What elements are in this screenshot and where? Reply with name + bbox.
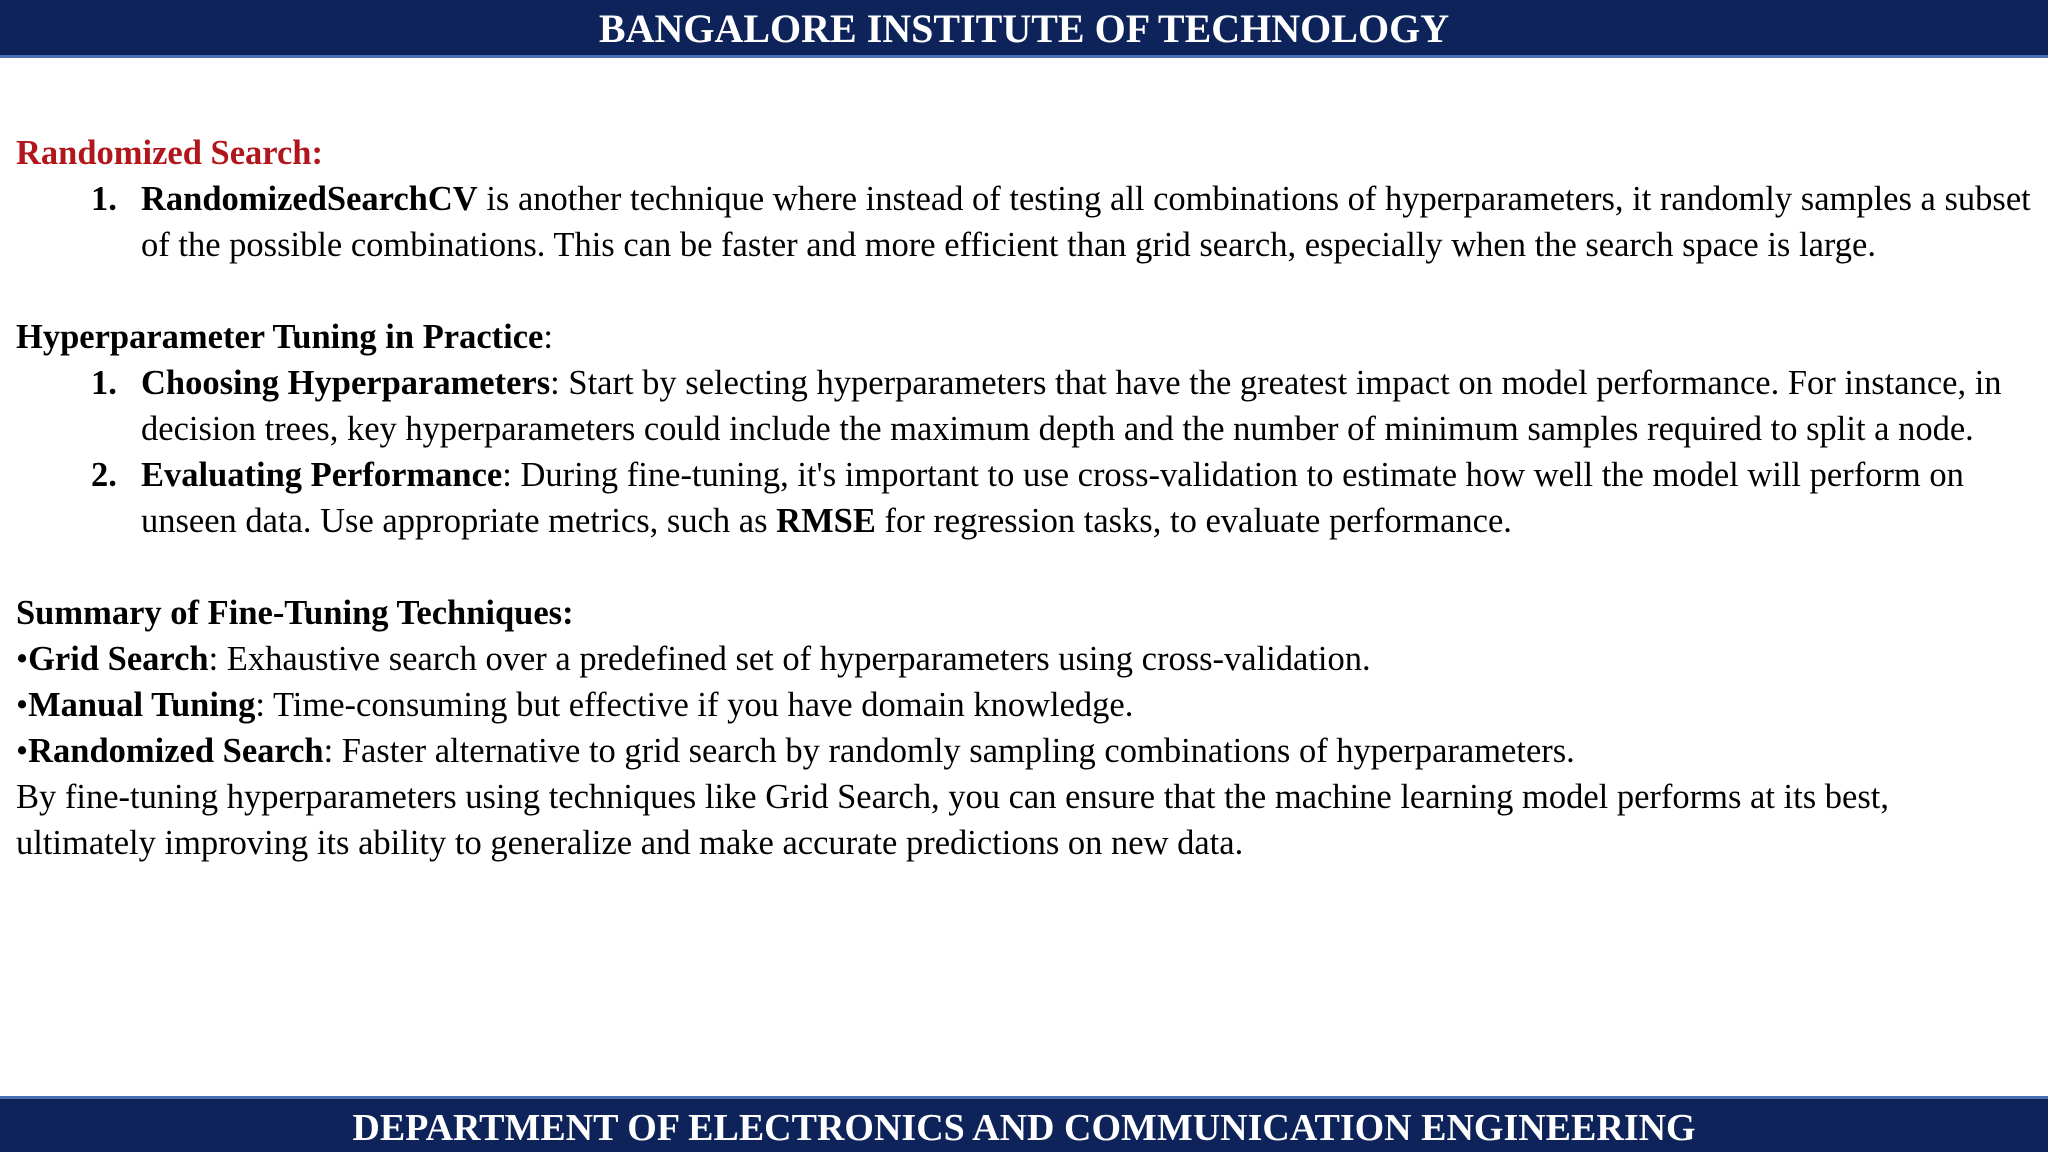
- randomized-search-heading: Randomized Search:: [16, 134, 323, 172]
- bullet-icon: •: [16, 732, 29, 770]
- item-description-end: for regression tasks, to evaluate performance.: [875, 502, 1512, 540]
- summary-bullet-grid-search: [16, 636, 2032, 682]
- list-item: [16, 452, 2032, 544]
- slide-content: [16, 130, 2032, 866]
- bullet-term: Randomized Search: [28, 732, 324, 770]
- bullet-text: : Exhaustive search over a predefined set of hyperparameters using cross-validation.: [208, 640, 1371, 678]
- practice-heading-colon: :: [543, 318, 553, 356]
- practice-heading-text: Hyperparameter Tuning in Practice: [16, 318, 544, 356]
- practice-list: [16, 360, 2032, 544]
- summary-heading: Summary of Fine-Tuning Techniques:: [16, 594, 574, 632]
- term-rmse: RMSE: [776, 502, 876, 540]
- list-number: 1.: [91, 364, 117, 402]
- item-description: : Start by selecting hyperparameters that have the greatest impact on model performance. For instance, in decision trees, key hyperparameters could include the maximum depth and the number of minimum samples required to split a node.: [141, 364, 2002, 448]
- spacer: [16, 544, 2032, 590]
- footer-banner: [0, 1096, 2048, 1152]
- header-banner: [0, 0, 2048, 58]
- bullet-icon: •: [16, 640, 29, 678]
- item-description: is another technique where instead of testing all combinations of hyperparameters, it randomly samples a subset of the possible combinations. This can be faster and more efficient than grid search, especially when the search space is large.: [141, 180, 2031, 264]
- spacer: [16, 268, 2032, 314]
- list-item: [16, 176, 2032, 268]
- header-title: BANGALORE INSTITUTE OF TECHNOLOGY: [598, 6, 1450, 51]
- list-number: 2.: [91, 456, 117, 494]
- term-evaluating-performance: Evaluating Performance: [141, 456, 503, 494]
- bullet-term: Grid Search: [28, 640, 209, 678]
- practice-heading: [16, 314, 2032, 360]
- term-randomizedsearchcv: RandomizedSearchCV: [141, 180, 478, 218]
- list-item: [16, 360, 2032, 452]
- bullet-term: Manual Tuning: [28, 686, 256, 724]
- closing-paragraph: By fine-tuning hyperparameters using techniques like Grid Search, you can ensure that the machine learning model performs at its best, ultimately improving its ability to generalize and make accurate predictions on new data.: [16, 778, 1889, 862]
- bullet-text: : Faster alternative to grid search by randomly sampling combinations of hyperparameters.: [323, 732, 1575, 770]
- randomized-search-list: [16, 176, 2032, 268]
- item-description: : During fine-tuning, it's important to use cross-validation to estimate how well the model will perform on unseen data. Use appropriate metrics, such as: [141, 456, 1964, 540]
- term-choosing-hyperparameters: Choosing Hyperparameters: [141, 364, 551, 402]
- list-number: 1.: [91, 180, 117, 218]
- footer-title: DEPARTMENT OF ELECTRONICS AND COMMUNICATION ENGINEERING: [352, 1107, 1696, 1149]
- summary-bullet-manual-tuning: [16, 682, 2032, 728]
- bullet-icon: •: [16, 686, 29, 724]
- summary-bullet-randomized-search: [16, 728, 2032, 774]
- bullet-text: : Time-consuming but effective if you have domain knowledge.: [255, 686, 1134, 724]
